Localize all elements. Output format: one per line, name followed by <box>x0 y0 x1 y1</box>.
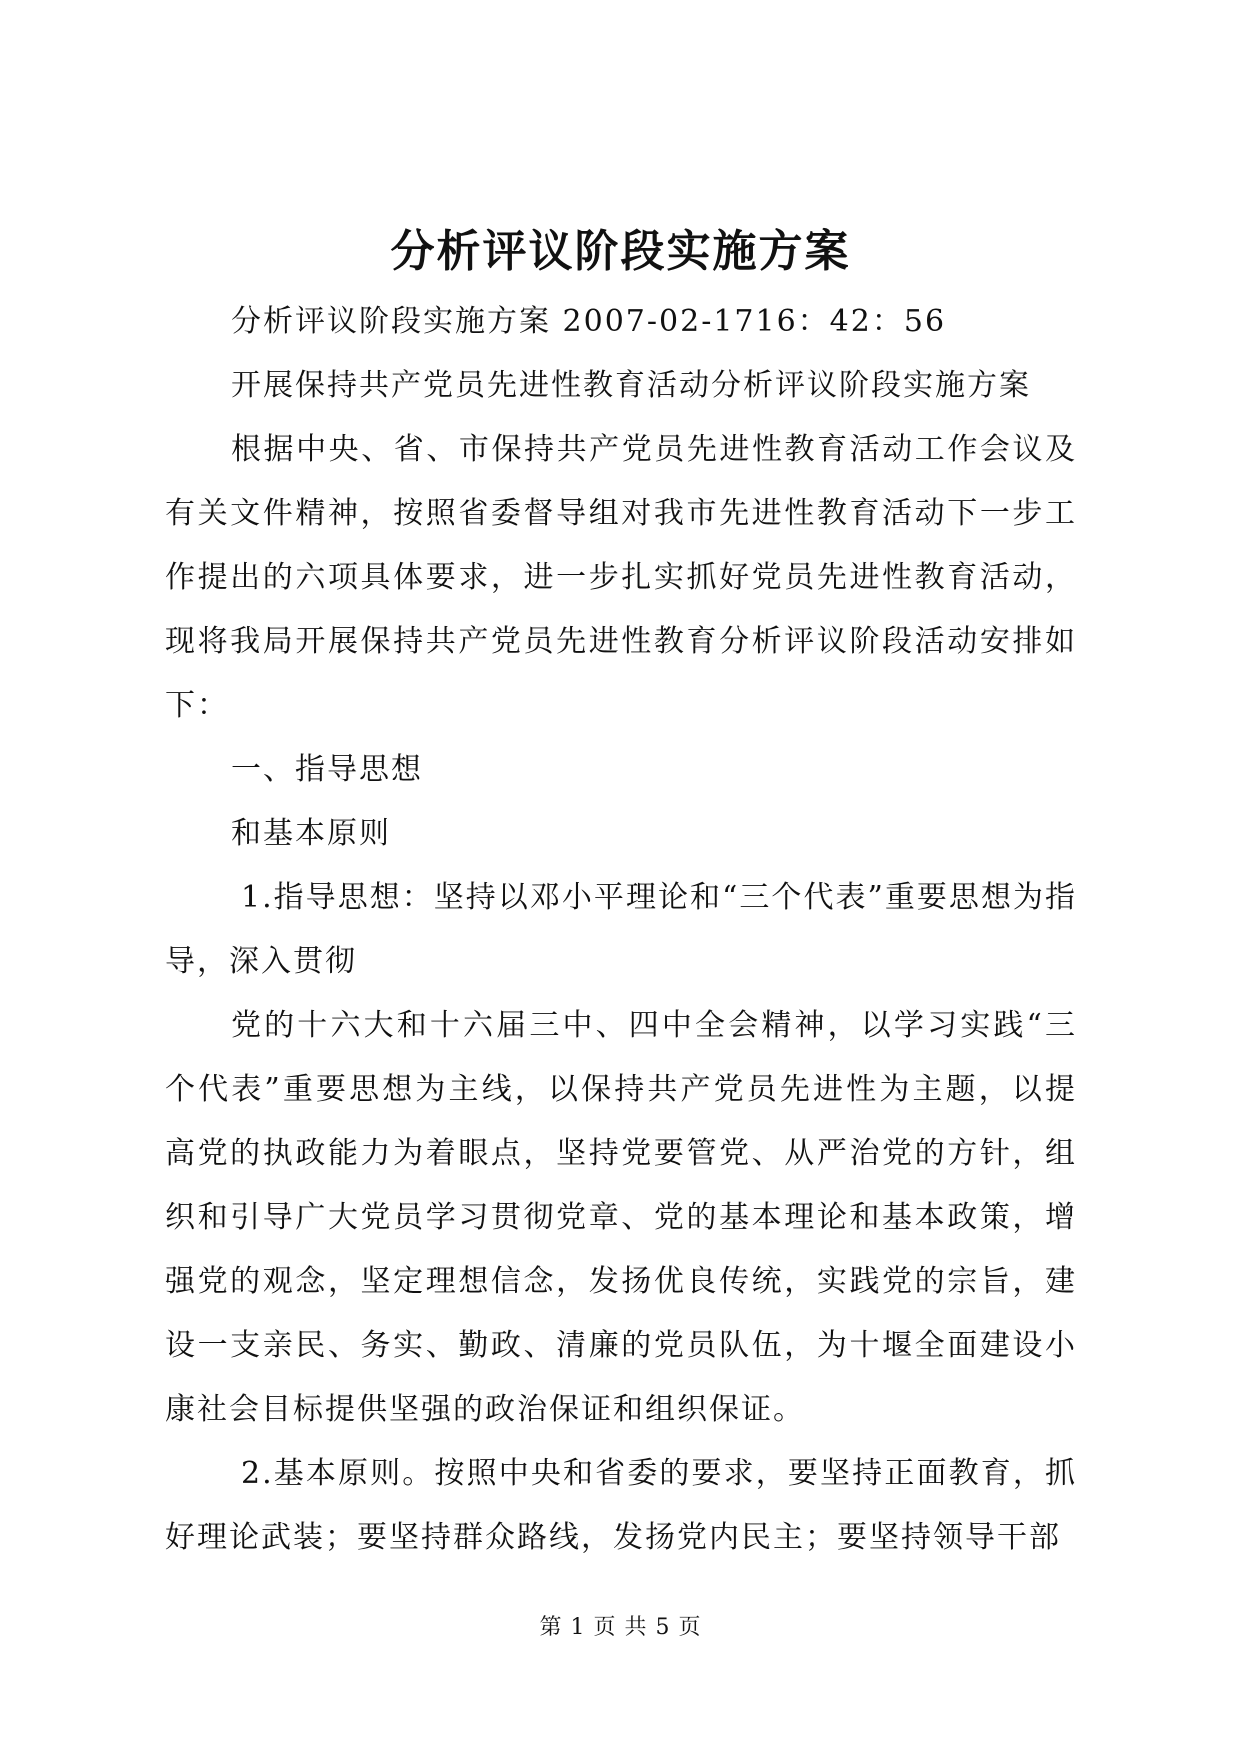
document-title: 分析评议阶段实施方案 <box>390 226 851 277</box>
paragraph-subtitle: 开展保持共产党员先进性教育活动分析评议阶段实施方案 <box>231 368 1031 403</box>
paragraph-date-line: 分析评议阶段实施方案 2007-02-1716：42：56 <box>231 304 947 339</box>
paragraph-guiding-ideology: 1.指导思想：坚持以邓小平理论和“三个代表”重要思想为指导，深入贯彻 <box>165 880 1077 979</box>
section-heading-continued: 和基本原则 <box>231 816 391 851</box>
paragraph-intro: 根据中央、省、市保持共产党员先进性教育活动工作会议及有关文件精神，按照省委督导组对我市先进性教育活动下一步工作提出的六项具体要求，进一步扎实抓好党员先进性教育活动，现将我局开展保持共产党员先进性教育分析评议阶段活动安排如下： <box>165 432 1077 723</box>
page-footer: 第 1 页 共 5 页 <box>539 1615 702 1640</box>
paragraph-body: 党的十六大和十六届三中、四中全会精神，以学习实践“三个代表”重要思想为主线，以保持共产党员先进性为主题，以提高党的执政能力为着眼点，坚持党要管党、从严治党的方针，组织和引导广大党员学习贯彻党章、党的基本理论和基本政策，增强党的观念，坚定理想信念，发扬优良传统，实践党的宗旨，建设一支亲民、务实、勤政、清廉的党员队伍，为十堰全面建设小康社会目标提供坚强的政治保证和组织保证。 <box>165 1008 1077 1427</box>
paragraph-basic-principles: 2.基本原则。按照中央和省委的要求，要坚持正面教育，抓好理论武装；要坚持群众路线，发扬党内民主；要坚持领导干部 <box>165 1456 1077 1555</box>
document-body <box>165 290 1077 1570</box>
section-heading: 一、指导思想 <box>231 752 423 787</box>
